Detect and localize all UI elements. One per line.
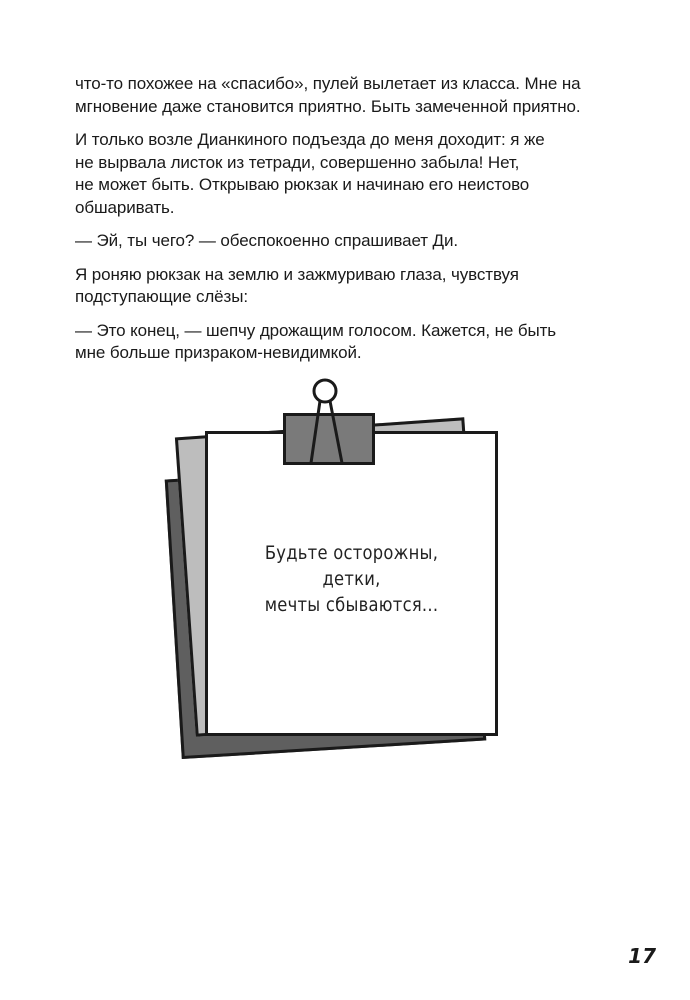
text-line: — Эй, ты чего? — обеспокоенно спрашивает Ди. <box>75 231 458 250</box>
note-line: Будьте осторожны, <box>264 542 439 564</box>
paragraph <box>75 73 620 118</box>
binder-clip-handle-icon <box>298 375 360 467</box>
paragraph <box>75 129 620 219</box>
text-line: — Это конец, — шепчу дрожащим голосом. Кажется, не быть <box>75 320 557 340</box>
paragraph <box>75 320 620 365</box>
text-line: мне больше призраком-невидимкой. <box>75 343 362 362</box>
note-text <box>226 540 478 618</box>
text-line: Я роняю рюкзак на землю и зажмуриваю глаза, чувствуя <box>75 264 519 284</box>
text-line: мгновение даже становится приятно. Быть замеченной приятно. <box>75 96 581 116</box>
text-line: подступающие слёзы: <box>75 287 248 306</box>
paragraph <box>75 264 620 309</box>
text-line: обшаривать. <box>75 197 175 217</box>
note-line: детки, <box>322 568 381 590</box>
text-line: не может быть. Открываю рюкзак и начинаю его неистово <box>75 175 530 194</box>
page-number: 17 <box>628 944 656 968</box>
text-line: не вырвала листок из тетради, совершенно забыла! Нет, <box>75 152 520 172</box>
pinned-note-illustration <box>165 375 510 775</box>
note-line: мечты сбываются... <box>264 594 439 616</box>
text-line: И только возле Дианкиного подъезда до меня доходит: я же <box>75 130 545 149</box>
body-text <box>75 73 620 376</box>
paragraph <box>75 230 620 253</box>
text-line: что-то похожее на «спасибо», пулей вылетает из класса. Мне на <box>75 74 581 93</box>
